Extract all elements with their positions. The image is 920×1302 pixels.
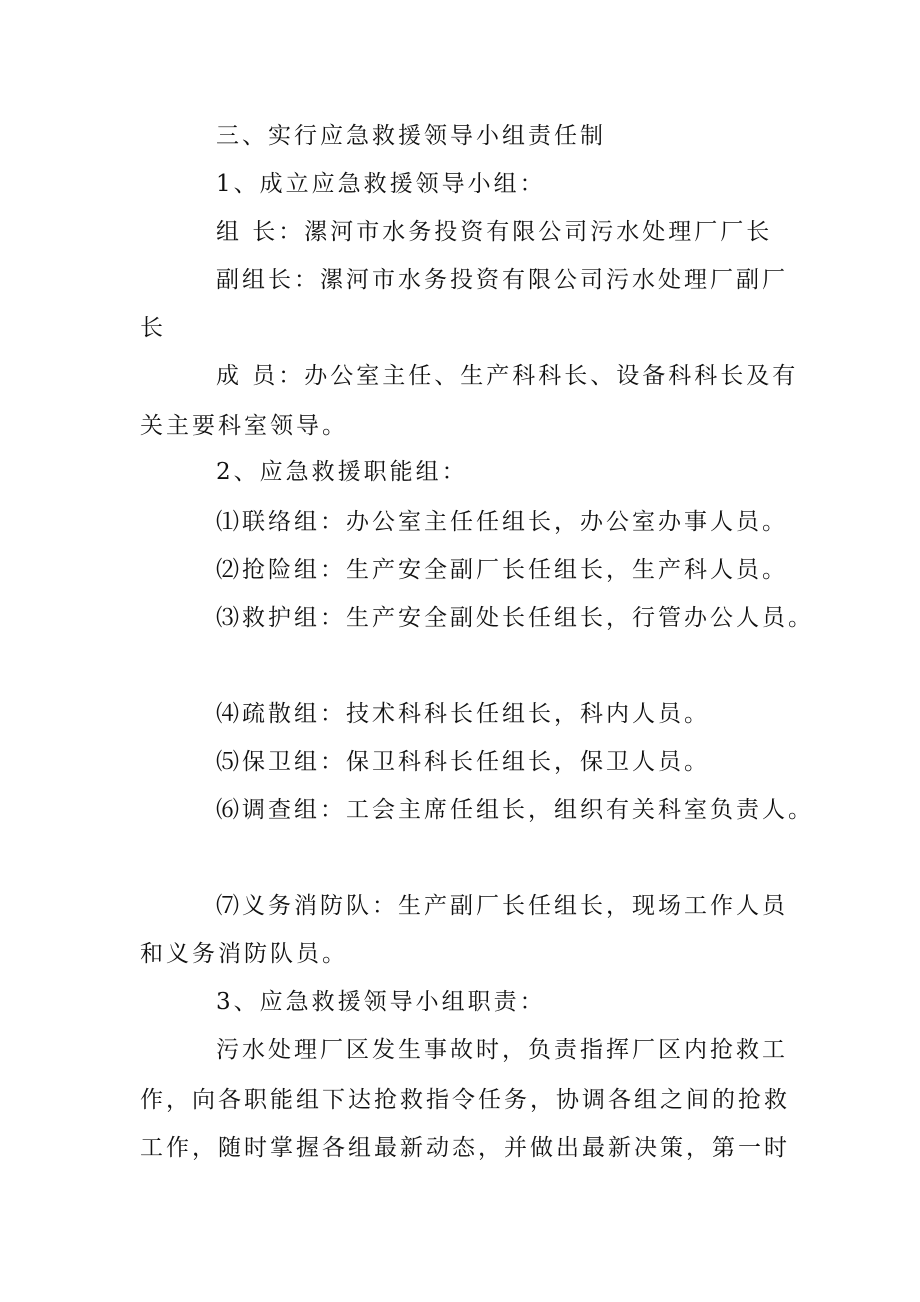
group-7-line-2: 和义务消防队员。 xyxy=(140,941,348,967)
item3-heading: 3、应急救援领导小组职责： xyxy=(216,989,546,1015)
group-6: ⑹调查组：工会主席任组长，组织有关科室负责人。 xyxy=(216,797,814,823)
group-5: ⑸保卫组：保卫科科长任组长，保卫人员。 xyxy=(216,749,710,775)
duty-line-1: 污水处理厂区发生事故时，负责指挥厂区内抢救工 xyxy=(216,1037,788,1063)
members-line-1: 成 员：办公室主任、生产科科长、设备科科长及有 xyxy=(216,363,799,389)
duty-line-3: 工作，随时掌握各组最新动态，并做出最新决策，第一时 xyxy=(140,1135,790,1161)
group-7-line-1: ⑺义务消防队：生产副厂长任组长，现场工作人员 xyxy=(216,893,788,919)
duty-line-2: 作，向各职能组下达抢救指令任务，协调各组之间的抢救 xyxy=(140,1087,790,1113)
group-1: ⑴联络组：办公室主任任组长，办公室办事人员。 xyxy=(216,509,788,535)
group-3: ⑶救护组：生产安全副处长任组长，行管办公人员。 xyxy=(216,605,814,631)
item1-heading: 1、成立应急救援领导小组： xyxy=(216,171,546,197)
section-heading: 三、实行应急救援领导小组责任制 xyxy=(216,123,606,149)
item2-heading: 2、应急救援职能组： xyxy=(216,459,468,485)
group-2: ⑵抢险组：生产安全副厂长任组长，生产科人员。 xyxy=(216,557,788,583)
leader-line: 组 长：漯河市水务投资有限公司污水处理厂厂长 xyxy=(216,219,773,245)
deputy-line-1: 副组长：漯河市水务投资有限公司污水处理厂副厂 xyxy=(216,267,788,293)
members-line-2: 关主要科室领导。 xyxy=(140,413,348,439)
group-4: ⑷疏散组：技术科科长任组长，科内人员。 xyxy=(216,701,710,727)
deputy-line-2: 长 xyxy=(140,315,166,341)
